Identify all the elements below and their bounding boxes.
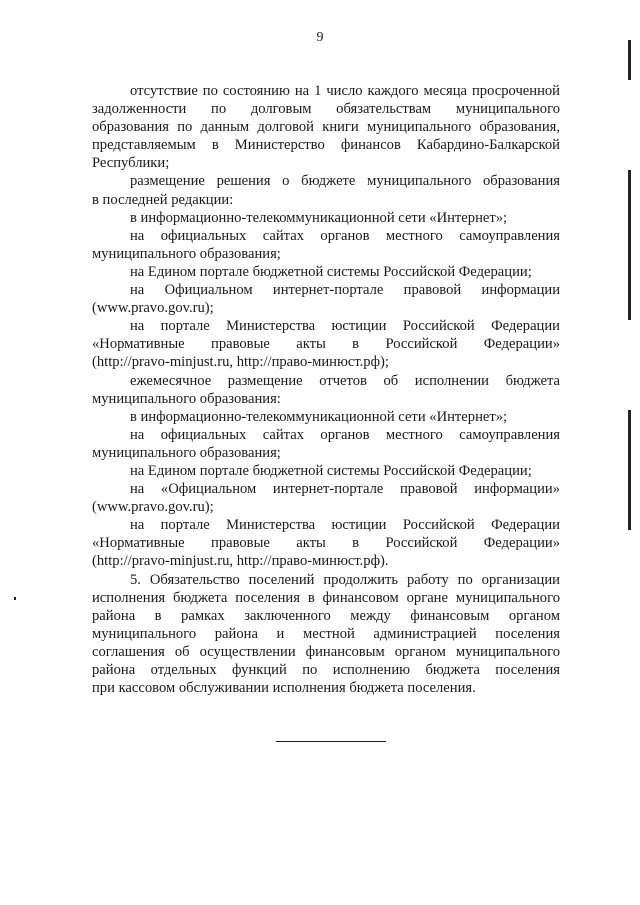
text-line: на Едином портале бюджетной системы Российской Федерации; — [130, 462, 532, 479]
text-line: на официальных сайтах органов местного самоуправления — [130, 426, 560, 443]
text-line: в последней редакции: — [92, 191, 234, 208]
text-line: района в рамках заключенного между финансовым органом — [92, 607, 560, 624]
text-line: Республики; — [92, 155, 170, 172]
scan-edge-mark — [628, 170, 631, 320]
text-line: при кассовом обслуживании исполнения бюджета поселения. — [92, 680, 476, 697]
text-line: (www.pravo.gov.ru); — [92, 300, 214, 317]
text-line: отсутствие по состоянию на 1 число каждого месяца просроченной — [130, 83, 560, 99]
text-line: района отдельных функций по исполнению бюджета поселения — [92, 662, 560, 678]
scan-edge-mark — [628, 410, 631, 530]
text-line: муниципального образования; — [92, 245, 281, 262]
text-line: ежемесячное размещение отчетов об исполнении бюджета — [130, 372, 560, 389]
body-text — [92, 82, 560, 697]
text-line: на Едином портале бюджетной системы Российской Федерации; — [130, 263, 532, 280]
text-line: исполнения бюджета поселения в финансовом органе муниципального — [92, 589, 560, 606]
end-divider-line — [276, 741, 386, 742]
page-number: 9 — [316, 30, 324, 45]
text-line: на портале Министерства юстиции Российской Федерации — [130, 517, 560, 534]
scan-edge-mark — [628, 40, 631, 80]
text-line: соглашения об осуществлении финансовым органом муниципального — [92, 643, 560, 660]
text-line: представляемым в Министерство финансов Кабардино-Балкарской — [92, 137, 560, 154]
text-line: в информационно-телекоммуникационной сети «Интернет»; — [130, 408, 508, 425]
text-line: «Нормативные правовые акты в Российской Федерации» — [92, 336, 560, 353]
text-line: в информационно-телекоммуникационной сети «Интернет»; — [130, 209, 508, 226]
text-line: на официальных сайтах органов местного самоуправления — [130, 227, 560, 244]
text-line: «Нормативные правовые акты в Российской Федерации» — [92, 535, 560, 552]
text-line: размещение решения о бюджете муниципального образования — [130, 173, 560, 190]
text-line: задолженности по долговым обязательствам муниципального — [92, 101, 560, 118]
scan-dot-mark — [14, 597, 16, 600]
text-line: муниципального района и местной администрацией поселения — [92, 625, 560, 642]
text-line: на Официальном интернет-портале правовой информации — [130, 282, 560, 299]
text-line: (www.pravo.gov.ru); — [92, 499, 214, 516]
text-line: 5. Обязательство поселений продолжить работу по организации — [130, 571, 560, 588]
text-line: муниципального образования; — [92, 444, 281, 461]
text-line: (http://pravo-minjust.ru, http://право-минюст.рф); — [92, 354, 389, 371]
text-line: (http://pravo-minjust.ru, http://право-минюст.рф). — [92, 553, 389, 570]
text-line: образования по данным долговой книги муниципального образования, — [92, 119, 560, 136]
text-line: муниципального образования: — [92, 390, 281, 407]
text-line: на «Официальном интернет-портале правовой информации» — [130, 481, 560, 498]
text-line: на портале Министерства юстиции Российской Федерации — [130, 318, 560, 335]
